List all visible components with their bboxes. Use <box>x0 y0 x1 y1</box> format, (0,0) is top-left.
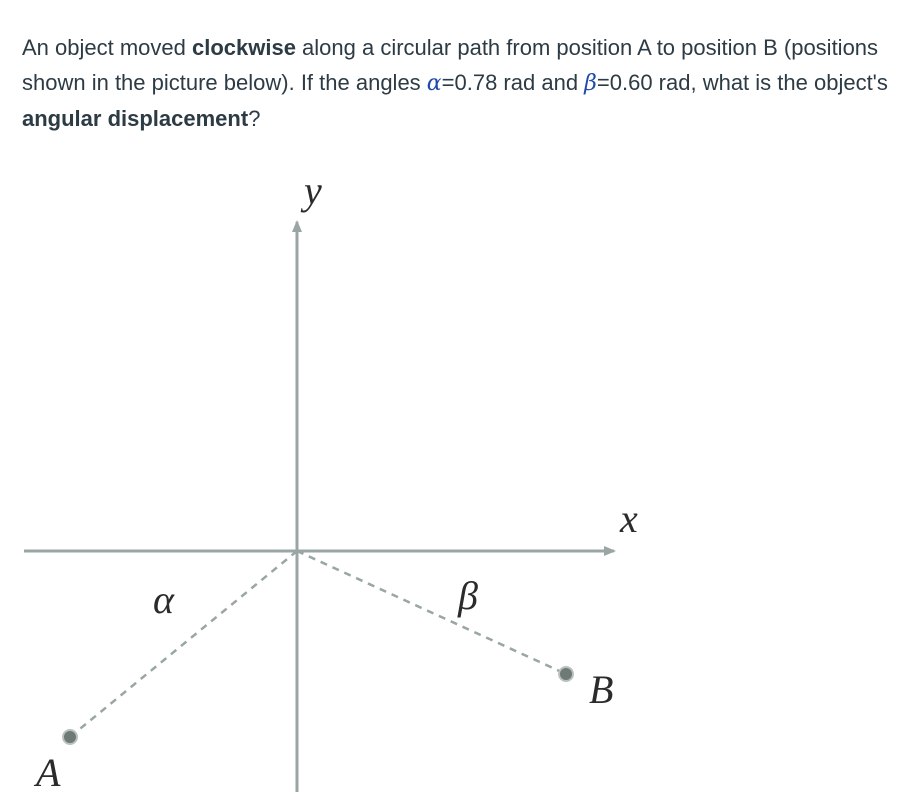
question-part-4: =0.60 rad, what is the object's <box>596 70 888 95</box>
point-a <box>63 730 77 744</box>
question-part-3: =0.78 rad and <box>441 70 585 95</box>
radius-to-b <box>297 551 566 674</box>
alpha-label: α <box>153 577 174 622</box>
point-b-label: B <box>589 667 614 712</box>
clockwise-emphasis: clockwise <box>191 35 296 60</box>
question-part-2: along a circular path from position A to position B (positions shown in the picture below). If the angles <box>22 35 879 95</box>
beta-label: β <box>458 573 478 618</box>
radius-to-a <box>70 551 297 737</box>
point-a-label: A <box>36 750 61 792</box>
y-axis-label: y <box>304 168 322 213</box>
alpha-symbol: α <box>426 71 442 96</box>
point-b <box>559 667 573 681</box>
question-part-5: ? <box>248 106 261 131</box>
angular-displacement-emphasis: angular displacement <box>22 106 249 131</box>
x-axis-label: x <box>620 496 638 541</box>
beta-symbol: β <box>584 71 597 96</box>
question-part-1: An object moved <box>22 35 192 60</box>
